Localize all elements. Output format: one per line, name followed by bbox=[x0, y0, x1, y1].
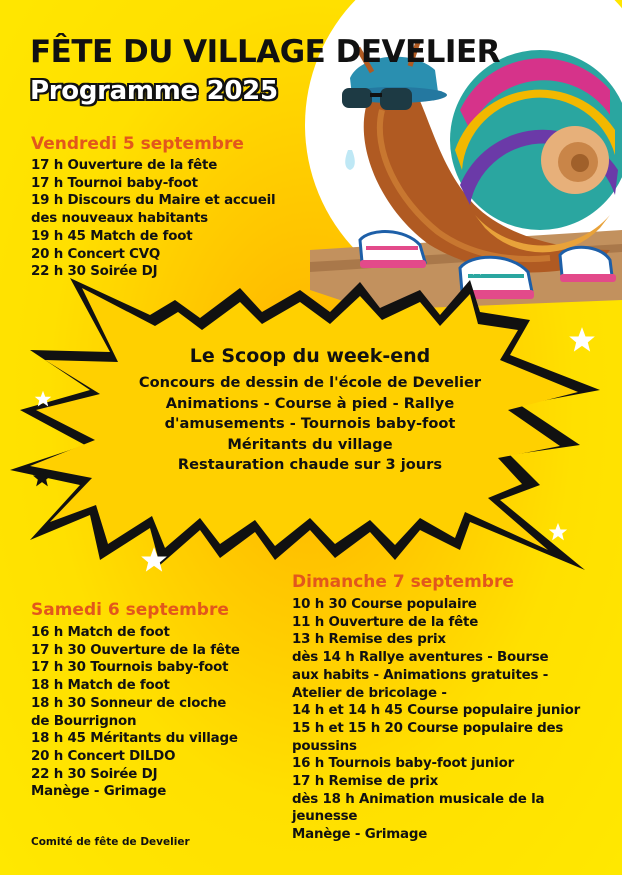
star-icon bbox=[548, 522, 568, 542]
list-item: 20 h Concert CVQ bbox=[31, 246, 161, 262]
list-item: 14 h et 14 h 45 Course populaire junior bbox=[292, 703, 581, 719]
list-item: 18 h 45 Méritants du village bbox=[31, 731, 238, 747]
poster-title: FÊTE DU VILLAGE DEVELIER bbox=[30, 34, 501, 70]
list-item: 13 h Remise des prix bbox=[292, 632, 446, 648]
list-item: 18 h 30 Sonneur de cloche bbox=[31, 695, 227, 711]
star-icon bbox=[568, 326, 596, 354]
list-item: Manège - Grimage bbox=[31, 784, 167, 800]
list-item: dès 18 h Animation musicale de la bbox=[292, 791, 545, 807]
list-item: aux habits - Animations gratuites - bbox=[292, 667, 549, 683]
list-item: de Bourrignon bbox=[31, 713, 137, 729]
list-item: 10 h 30 Course populaire bbox=[292, 597, 477, 612]
list-item: Manège - Grimage bbox=[292, 827, 428, 843]
list-item: 22 h 30 Soirée DJ bbox=[31, 766, 158, 782]
list-item: 19 h 45 Match de foot bbox=[31, 228, 193, 244]
sunday-heading: Dimanche 7 septembre bbox=[292, 572, 514, 592]
footer-credit: Comité de fête de Develier bbox=[31, 836, 190, 848]
list-item: 17 h Ouverture de la fête bbox=[31, 158, 218, 173]
list-item: 16 h Tournois baby-foot junior bbox=[292, 756, 514, 772]
saturday-schedule bbox=[31, 624, 240, 801]
list-item: poussins bbox=[292, 738, 357, 754]
star-icon bbox=[140, 546, 168, 574]
scoop-list bbox=[110, 373, 510, 476]
list-item: d'amusements - Tournois baby-foot bbox=[164, 415, 456, 433]
list-item: 18 h Match de foot bbox=[31, 678, 170, 694]
list-item: Méritants du village bbox=[227, 435, 393, 453]
list-item: 22 h 30 Soirée DJ bbox=[31, 264, 158, 280]
star-icon bbox=[32, 468, 52, 488]
list-item: Concours de dessin de l'école de Develier bbox=[138, 374, 482, 391]
list-item: dès 14 h Rallye aventures - Bourse bbox=[292, 650, 549, 666]
list-item: 17 h Tournoi baby-foot bbox=[31, 175, 198, 191]
list-item: 17 h 30 Tournois baby-foot bbox=[31, 660, 229, 676]
list-item: Restauration chaude sur 3 jours bbox=[177, 456, 443, 474]
poster-subtitle: Programme 2025 bbox=[30, 76, 278, 106]
list-item: 17 h Remise de prix bbox=[292, 774, 439, 790]
list-item: Animations - Course à pied - Rallye bbox=[165, 394, 455, 412]
sunday-schedule bbox=[292, 596, 580, 844]
friday-heading: Vendredi 5 septembre bbox=[31, 134, 244, 154]
list-item: Atelier de bricolage - bbox=[292, 685, 447, 701]
list-item: des nouveaux habitants bbox=[31, 211, 208, 227]
list-item: jeunesse bbox=[292, 809, 358, 825]
list-item: 15 h et 15 h 20 Course populaire des bbox=[292, 720, 564, 736]
list-item: 11 h Ouverture de la fête bbox=[292, 614, 479, 630]
saturday-heading: Samedi 6 septembre bbox=[31, 600, 229, 620]
star-icon bbox=[34, 390, 52, 408]
scoop-title: Le Scoop du week-end bbox=[189, 345, 431, 367]
scoop-box bbox=[110, 345, 510, 476]
list-item: 16 h Match de foot bbox=[31, 625, 170, 640]
list-item: 19 h Discours du Maire et accueil bbox=[31, 193, 276, 209]
list-item: 17 h 30 Ouverture de la fête bbox=[31, 642, 240, 658]
star-icon bbox=[470, 262, 484, 276]
list-item: 20 h Concert DILDO bbox=[31, 748, 176, 764]
